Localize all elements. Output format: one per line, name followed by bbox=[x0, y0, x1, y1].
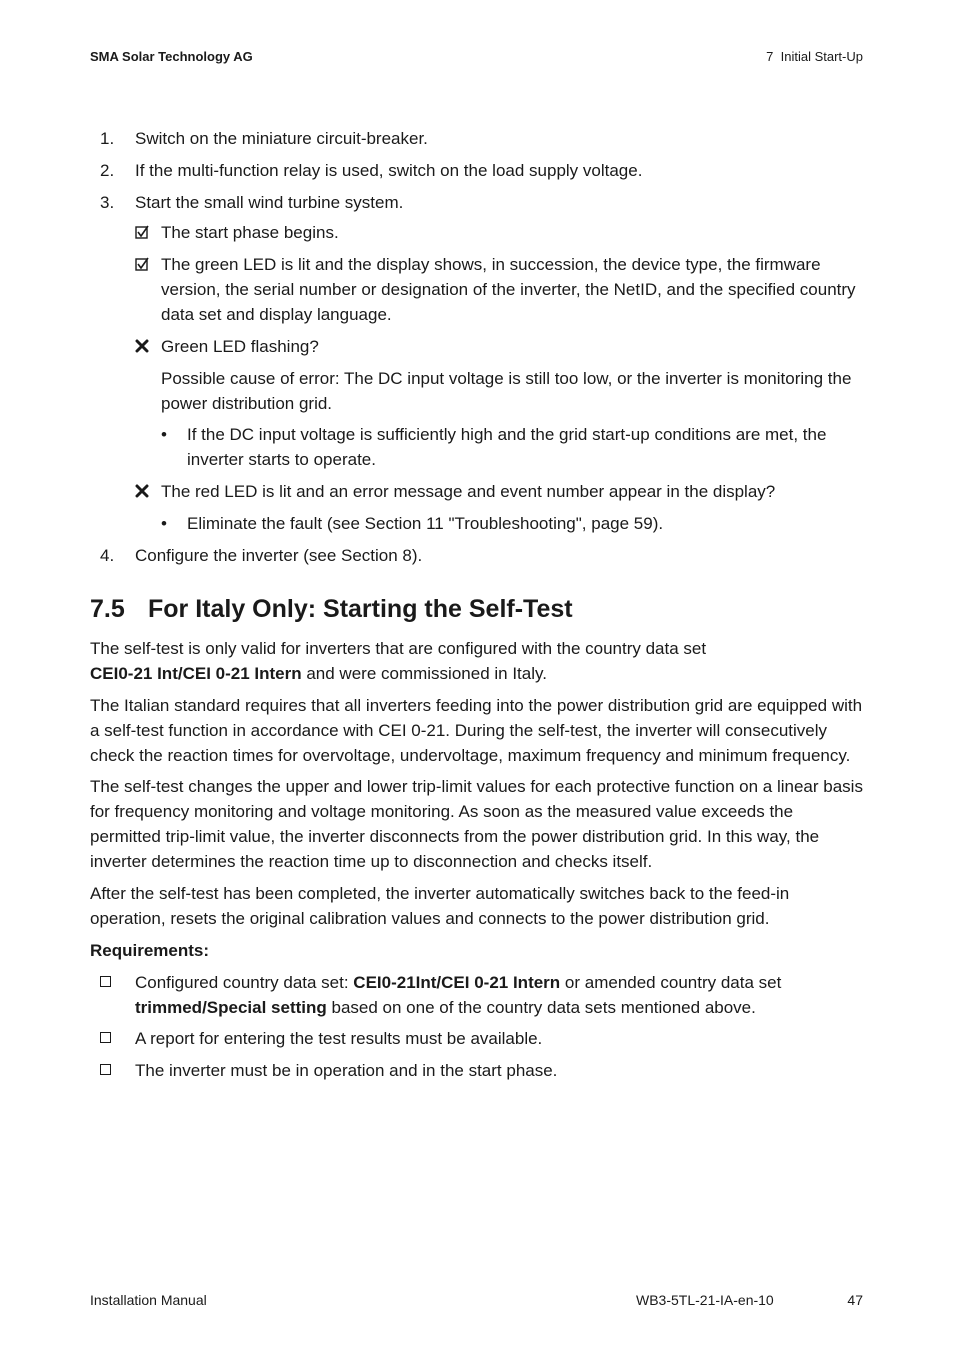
paragraph-line: The self-test is only valid for inverters that are configured with the country data set bbox=[90, 639, 707, 658]
result-text: The start phase begins. bbox=[161, 223, 339, 242]
step-number: 1. bbox=[100, 129, 115, 148]
paragraph-line bbox=[90, 661, 865, 686]
step-number: 3. bbox=[100, 193, 115, 212]
step-text: Configure the inverter (see Section 8). bbox=[135, 546, 423, 565]
bold-term: trimmed/Special setting bbox=[135, 998, 327, 1017]
empty-checkbox-icon bbox=[100, 1064, 111, 1075]
cross-icon bbox=[135, 336, 155, 353]
requirement-part: based on one of the country data sets mentioned above. bbox=[326, 998, 756, 1017]
error-question: Green LED flashing? bbox=[161, 337, 319, 356]
requirement-text: The inverter must be in operation and in the start phase. bbox=[135, 1061, 558, 1080]
header-chapter: 7 Initial Start-Up bbox=[766, 49, 863, 64]
checked-box-icon bbox=[135, 222, 155, 240]
step-text: If the multi-function relay is used, switch on the load supply voltage. bbox=[135, 161, 643, 180]
step-text: Start the small wind turbine system. bbox=[135, 193, 404, 212]
bullet-icon: • bbox=[161, 514, 167, 533]
page-number: 47 bbox=[847, 1292, 863, 1308]
bullet-text: Eliminate the fault (see Section 11 "Troubleshooting", page 59). bbox=[187, 514, 664, 533]
result-text: The green LED is lit and the display shows, in succession, the device type, the firmware version, the serial number or designation of the inverter, the NetID, and the specified country data set and display language. bbox=[161, 255, 856, 324]
bullet-icon: • bbox=[161, 425, 167, 444]
paragraph-tail: and were commissioned in Italy. bbox=[301, 664, 547, 683]
requirement-part: Configured country data set: bbox=[135, 973, 354, 992]
requirement-part: or amended country data set bbox=[560, 973, 782, 992]
step-text: Switch on the miniature circuit-breaker. bbox=[135, 129, 428, 148]
error-question: The red LED is lit and an error message and event number appear in the display? bbox=[161, 482, 776, 501]
section-number: 7.5 bbox=[90, 595, 125, 623]
paragraph: The self-test changes the upper and lower trip-limit values for each protective function on a linear basis for frequency monitoring and voltage monitoring. As soon as the measured value exceeds the permitted trip-limit value, the inverter disconnects from the power distribution grid. In this way, the inverter determines the reaction time up to disconnection and checks itself. bbox=[90, 777, 863, 871]
requirement-text bbox=[135, 970, 865, 1020]
paragraph: After the self-test has been completed, the inverter automatically switches back to the feed-in operation, resets the original calibration values and connects to the power distribution grid. bbox=[90, 884, 790, 928]
requirement-text: A report for entering the test results must be available. bbox=[135, 1029, 543, 1048]
requirements-heading: Requirements: bbox=[90, 941, 210, 960]
bold-term: CEI0-21 Int/CEI 0-21 Intern bbox=[90, 664, 302, 683]
footer-doc-id: WB3-5TL-21-IA-en-10 bbox=[636, 1292, 774, 1308]
checked-box-icon bbox=[135, 254, 155, 272]
bullet-text: If the DC input voltage is sufficiently high and the grid start-up conditions are met, the inverter starts to operate. bbox=[187, 425, 827, 469]
cross-icon bbox=[135, 481, 155, 498]
paragraph: The Italian standard requires that all inverters feeding into the power distribution grid are equipped with a self-test function in accordance with CEI 0-21. During the self-test, the inverter will consecutively check the reaction times for overvoltage, undervoltage, maximum frequency and minimum frequency. bbox=[90, 696, 863, 765]
empty-checkbox-icon bbox=[100, 1032, 111, 1043]
paragraph bbox=[90, 636, 865, 686]
empty-checkbox-icon bbox=[100, 976, 111, 987]
section-title: For Italy Only: Starting the Self-Test bbox=[148, 595, 573, 623]
footer-manual: Installation Manual bbox=[90, 1292, 207, 1308]
bold-term: CEI0-21Int/CEI 0-21 Intern bbox=[353, 973, 561, 992]
step-number: 2. bbox=[100, 161, 115, 180]
error-cause: Possible cause of error: The DC input voltage is still too low, or the inverter is monitoring the power distribution grid. bbox=[161, 369, 852, 413]
section-heading bbox=[90, 592, 573, 626]
header-company: SMA Solar Technology AG bbox=[90, 49, 253, 64]
step-number: 4. bbox=[100, 546, 115, 565]
